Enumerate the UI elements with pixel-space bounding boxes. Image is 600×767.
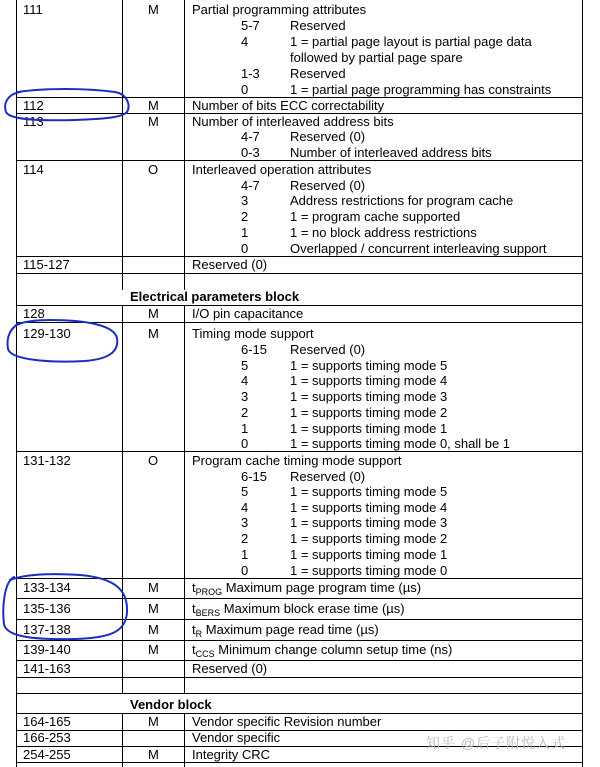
bit-range: 4 <box>241 500 249 515</box>
byte-offset: 164-165 <box>23 714 71 729</box>
bit-meaning: 1 = supports timing mode 0, shall be 1 <box>290 436 511 451</box>
bit-range: 0 <box>241 82 249 97</box>
field-description: Number of interleaved address bits <box>192 114 394 129</box>
ink-circle-112 <box>5 89 128 120</box>
byte-offset: 115-127 <box>23 257 70 272</box>
mandatory-optional: M <box>148 747 159 762</box>
bit-range: 4-7 <box>241 178 260 193</box>
bit-meaning: 1 = partial page programming has constraints <box>290 82 552 97</box>
timing-description: Maximum page program time (µs) <box>222 580 422 595</box>
bit-range: 6-15 <box>241 342 268 357</box>
timing-description: Maximum block erase time (µs) <box>220 601 405 616</box>
byte-offset: 111 <box>23 2 43 17</box>
bit-meaning: Reserved (0) <box>290 342 366 357</box>
mandatory-optional: M <box>148 114 159 129</box>
bit-meaning: 1 = supports timing mode 2 <box>290 531 448 546</box>
bit-meaning: 1 = supports timing mode 3 <box>290 515 448 530</box>
byte-offset: 137-138 <box>23 622 71 637</box>
field-description: Timing mode support <box>192 326 314 341</box>
bit-meaning: 1 = no block address restrictions <box>290 225 477 240</box>
mandatory-optional: M <box>148 326 159 341</box>
mandatory-optional: M <box>148 2 159 17</box>
bit-meaning: Reserved (0) <box>290 469 366 484</box>
field-description: Vendor specific Revision number <box>192 714 382 729</box>
timing-description: Maximum page read time (µs) <box>202 622 379 637</box>
bit-meaning: 1 = supports timing mode 1 <box>290 547 448 562</box>
bit-range: 4 <box>241 34 249 49</box>
byte-offset: 131-132 <box>23 453 71 468</box>
bit-meaning: Reserved <box>290 66 346 81</box>
bit-range: 6-15 <box>241 469 268 484</box>
bit-meaning: Address restrictions for program cache <box>290 193 514 208</box>
mandatory-optional: O <box>148 453 159 468</box>
bit-range: 0 <box>241 241 249 256</box>
mandatory-optional: M <box>148 714 159 729</box>
field-description: Vendor specific <box>192 730 281 745</box>
bit-range: 3 <box>241 515 249 530</box>
bit-meaning: 1 = supports timing mode 5 <box>290 484 448 499</box>
field-description: Number of bits ECC correctability <box>192 98 385 113</box>
mandatory-optional: M <box>148 98 159 113</box>
byte-offset: 133-134 <box>23 580 71 595</box>
byte-offset: 113 <box>23 114 44 129</box>
ink-circle-133-138 <box>3 574 127 639</box>
mandatory-optional: M <box>148 601 159 616</box>
field-description: Integrity CRC <box>192 747 271 762</box>
bit-range: 0 <box>241 436 249 451</box>
timing-symbol-subscript: R <box>195 629 203 639</box>
timing-symbol: t <box>192 601 196 616</box>
section-title: Vendor block <box>130 697 212 712</box>
timing-symbol-subscript: BERS <box>195 608 221 618</box>
byte-offset: 254-255 <box>23 747 71 762</box>
bit-range: 3 <box>241 193 249 208</box>
bit-meaning: 1 = supports timing mode 1 <box>290 421 448 436</box>
timing-symbol: t <box>192 642 196 657</box>
bit-range: 1-3 <box>241 66 260 81</box>
field-description: Reserved (0) <box>192 257 268 272</box>
bit-range: 4-7 <box>241 129 260 144</box>
byte-offset: 139-140 <box>23 642 71 657</box>
bit-meaning: 1 = supports timing mode 2 <box>290 405 448 420</box>
bit-meaning: 1 = program cache supported <box>290 209 461 224</box>
bit-meaning: 1 = supports timing mode 4 <box>290 373 448 388</box>
field-description: Reserved (0) <box>192 661 268 676</box>
bit-range: 1 <box>241 547 249 562</box>
bit-range: 4 <box>241 373 249 388</box>
bit-range: 2 <box>241 405 249 420</box>
bit-meaning: 1 = supports timing mode 4 <box>290 500 448 515</box>
timing-symbol: t <box>192 622 196 637</box>
bit-meaning: Number of interleaved address bits <box>290 145 492 160</box>
bit-range: 2 <box>241 531 249 546</box>
bit-meaning: Reserved (0) <box>290 129 366 144</box>
mandatory-optional: M <box>148 622 159 637</box>
byte-offset: 128 <box>23 306 45 321</box>
bit-range: 1 <box>241 225 249 240</box>
mandatory-optional: O <box>148 162 159 177</box>
byte-offset: 129-130 <box>23 326 71 341</box>
field-description: Program cache timing mode support <box>192 453 402 468</box>
field-description: I/O pin capacitance <box>192 306 304 321</box>
timing-description: Minimum change column setup time (ns) <box>214 642 453 657</box>
byte-offset: 112 <box>23 98 44 113</box>
bit-range: 2 <box>241 209 249 224</box>
timing-symbol-subscript: CCS <box>195 649 215 659</box>
bit-range: 0 <box>241 563 249 578</box>
ink-circle-129 <box>8 320 118 362</box>
bit-meaning: Reserved <box>290 18 346 33</box>
bit-meaning: Overlapped / concurrent interleaving support <box>290 241 547 256</box>
bit-meaning: 1 = partial page layout is partial page data <box>290 34 532 49</box>
mandatory-optional: M <box>148 580 159 595</box>
bit-range: 1 <box>241 421 249 436</box>
byte-offset: 141-163 <box>23 661 71 676</box>
bit-meaning: Reserved (0) <box>290 178 366 193</box>
bit-range: 0-3 <box>241 145 260 160</box>
bit-range: 3 <box>241 389 249 404</box>
bit-range: 5 <box>241 358 249 373</box>
mandatory-optional: M <box>148 306 159 321</box>
timing-symbol-subscript: PROG <box>195 587 223 597</box>
bit-range: 5-7 <box>241 18 260 33</box>
bit-meaning: 1 = supports timing mode 5 <box>290 358 448 373</box>
byte-offset: 114 <box>23 162 44 177</box>
section-title: Electrical parameters block <box>130 289 300 304</box>
byte-offset: 166-253 <box>23 730 71 745</box>
bit-meaning: 1 = supports timing mode 3 <box>290 389 448 404</box>
bit-meaning: 1 = supports timing mode 0 <box>290 563 448 578</box>
timing-symbol: t <box>192 580 196 595</box>
mandatory-optional: M <box>148 642 159 657</box>
field-description: Partial programming attributes <box>192 2 367 17</box>
byte-offset: 135-136 <box>23 601 71 616</box>
watermark: 知乎 @后子附悦入式 <box>426 735 567 751</box>
bit-meaning: followed by partial page spare <box>290 50 463 65</box>
bit-range: 5 <box>241 484 249 499</box>
field-description: Interleaved operation attributes <box>192 162 372 177</box>
